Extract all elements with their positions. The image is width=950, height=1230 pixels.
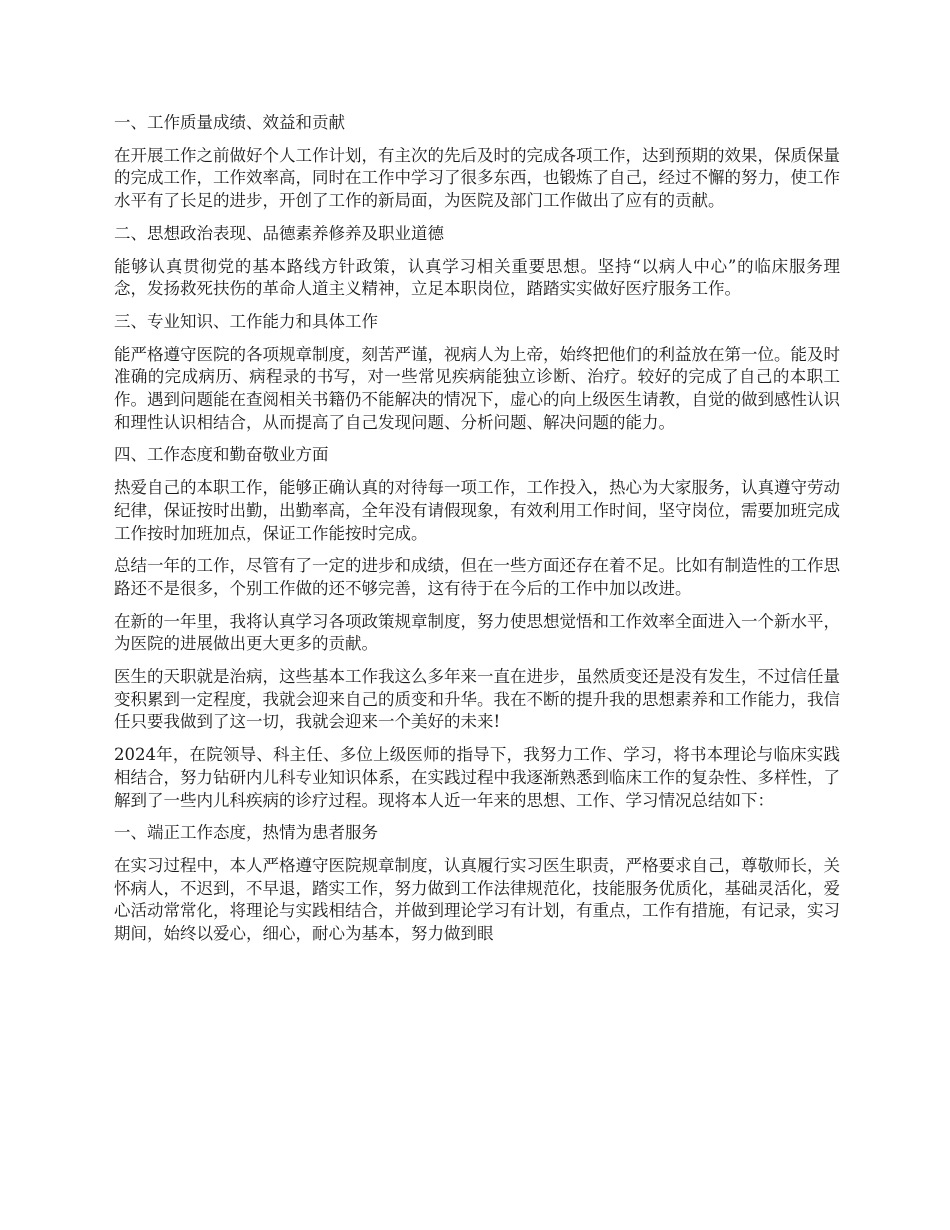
paragraph: 在新的一年里，我将认真学习各项政策规章制度，努力使思想觉悟和工作效率全面进入一个新水平，为医院的进展做出更大更多的贡献。 xyxy=(114,611,840,654)
paragraph: 在实习过程中，本人严格遵守医院规章制度，认真履行实习医生职责，严格要求自己，尊敬师长，关怀病人，不迟到，不早退，踏实工作，努力做到工作法律规范化，技能服务优质化，基础灵活化，爱心活动常常化，将理论与实践相结合，并做到理论学习有计划，有重点，工作有措施，有记录，实习期间，始终以爱心，细心，耐心为基本，努力做到眼 xyxy=(114,855,840,944)
paragraph: 能严格遵守医院的各项规章制度，刻苦严谨，视病人为上帝，始终把他们的利益放在第一位。能及时准确的完成病历、病程录的书写，对一些常见疾病能独立诊断、治疗。较好的完成了自己的本职工作。遇到问题能在查阅相关书籍仍不能解决的情况下，虚心的向上级医生请教，自觉的做到感性认识和理性认识相结合，从而提高了自己发现问题、分析问题、解决问题的能力。 xyxy=(114,344,840,432)
section-heading: 一、端正工作态度，热情为患者服务 xyxy=(114,823,378,843)
document-body xyxy=(114,112,840,956)
paragraph: 能够认真贯彻党的基本路线方针政策，认真学习相关重要思想。坚持“以病人中心”的临床服务理念，发扬救死扶伤的革命人道主义精神，立足本职岗位，踏踏实实做好医疗服务工作。 xyxy=(114,256,840,299)
section-heading: 四、工作态度和勤奋敬业方面 xyxy=(114,445,329,465)
section-heading: 三、专业知识、工作能力和具体工作 xyxy=(114,311,378,331)
section-heading: 一、工作质量成绩、效益和贡献 xyxy=(114,113,345,132)
section-heading: 二、思想政治表现、品德素养修养及职业道德 xyxy=(114,223,444,243)
paragraph: 医生的天职就是治病，这些基本工作我这么多年来一直在进步，虽然质变还是没有发生，不过信任量变积累到一定程度，我就会迎来自己的质变和升华。我在不断的提升我的思想素养和工作能力，我信任只要我做到了这一切，我就会迎来一个美好的未来! xyxy=(114,667,840,732)
paragraph: 总结一年的工作，尽管有了一定的进步和成绩，但在一些方面还存在着不足。比如有制造性的工作思路还不是很多，个别工作做的还不够完善，这有待于在今后的工作中加以改进。 xyxy=(114,556,840,598)
paragraph: 热爱自己的本职工作，能够正确认真的对待每一项工作，工作投入，热心为大家服务，认真遵守劳动纪律，保证按时出勤，出勤率高，全年没有请假现象，有效利用工作时间，坚守岗位，需要加班完成工作按时加班加点，保证工作能按时完成。 xyxy=(114,478,840,543)
paragraph: 在开展工作之前做好个人工作计划，有主次的先后及时的完成各项工作，达到预期的效果，保质保量的完成工作，工作效率高，同时在工作中学习了很多东西，也锻炼了自己，经过不懈的努力，使工作水平有了长足的进步，开创了工作的新局面，为医院及部门工作做出了应有的贡献。 xyxy=(114,145,840,211)
paragraph: 2024年，在院领导、科主任、多位上级医师的指导下，我努力工作、学习，将书本理论与临床实践相结合，努力钻研内儿科专业知识体系，在实践过程中我逐渐熟悉到临床工作的复杂性、多样性，了解到了一些内儿科疾病的诊疗过程。现将本人近一年来的思想、工作、学习情况总结如下： xyxy=(114,745,840,810)
